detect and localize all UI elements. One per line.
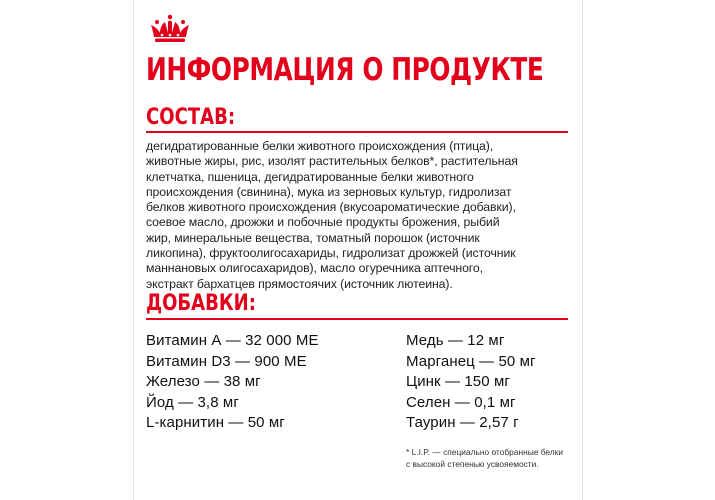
composition-line: маннановых олигосахаридов), масло огуречника аптечного, (146, 261, 483, 276)
composition-divider (146, 131, 568, 133)
composition-line: дегидратированные белки животного происхождения (птица), (146, 139, 494, 153)
composition-text (146, 139, 576, 292)
composition-line: экстракт бархатцев прямостоячих (источник лютеина). (146, 276, 453, 291)
footnote (406, 446, 581, 470)
card-border-right (582, 0, 583, 500)
additives-list-left (146, 331, 319, 434)
additive-item: L-карнитин — 50 мг (146, 414, 285, 431)
additive-item: Йод — 3,8 мг (146, 393, 239, 411)
footnote-line: * L.I.P. — специально отобранные белки (406, 447, 564, 457)
composition-line: ликопина), фруктоолигосахариды, гидролизат дрожжей (источник (146, 246, 516, 261)
additive-item: Витамин D3 — 900 МЕ (146, 352, 307, 370)
composition-line: соевое масло, дрожжи и побочные продукты брожения, рыбий (146, 215, 500, 230)
additive-item: Железо — 38 мг (146, 373, 261, 390)
additive-item: Витамин А — 32 000 МЕ (146, 332, 319, 349)
footnote-line: с высокой степенью усвояемости. (406, 459, 539, 469)
additives-heading: ДОБАВКИ: (146, 291, 256, 316)
additive-item: Марганец — 50 мг (406, 352, 536, 370)
composition-line: клетчатка, пшеница, дегидратированные белки животного (146, 169, 474, 184)
composition-line: жир, минеральные вещества, томатный порошок (источник (146, 230, 480, 245)
additives-divider (146, 318, 568, 320)
page-title: ИНФОРМАЦИЯ О ПРОДУКТЕ (146, 52, 544, 88)
composition-line: животные жиры, рис, изолят растительных белков*, растительная (146, 154, 518, 169)
additives-list-right (406, 331, 536, 434)
additive-item: Цинк — 150 мг (406, 373, 510, 390)
composition-line: белков животного происхождения (вкусоароматические добавки), (146, 200, 516, 215)
additive-item: Селен — 0,1 мг (406, 393, 516, 411)
composition-heading: СОСТАВ: (146, 105, 236, 130)
additive-item: Таурин — 2,57 г (406, 414, 519, 431)
card-border-left (133, 0, 134, 500)
additive-item: Медь — 12 мг (406, 332, 505, 349)
composition-line: происхождения (свинина), мука из зерновых культур, гидролизат (146, 184, 512, 199)
crown-icon (148, 14, 192, 44)
